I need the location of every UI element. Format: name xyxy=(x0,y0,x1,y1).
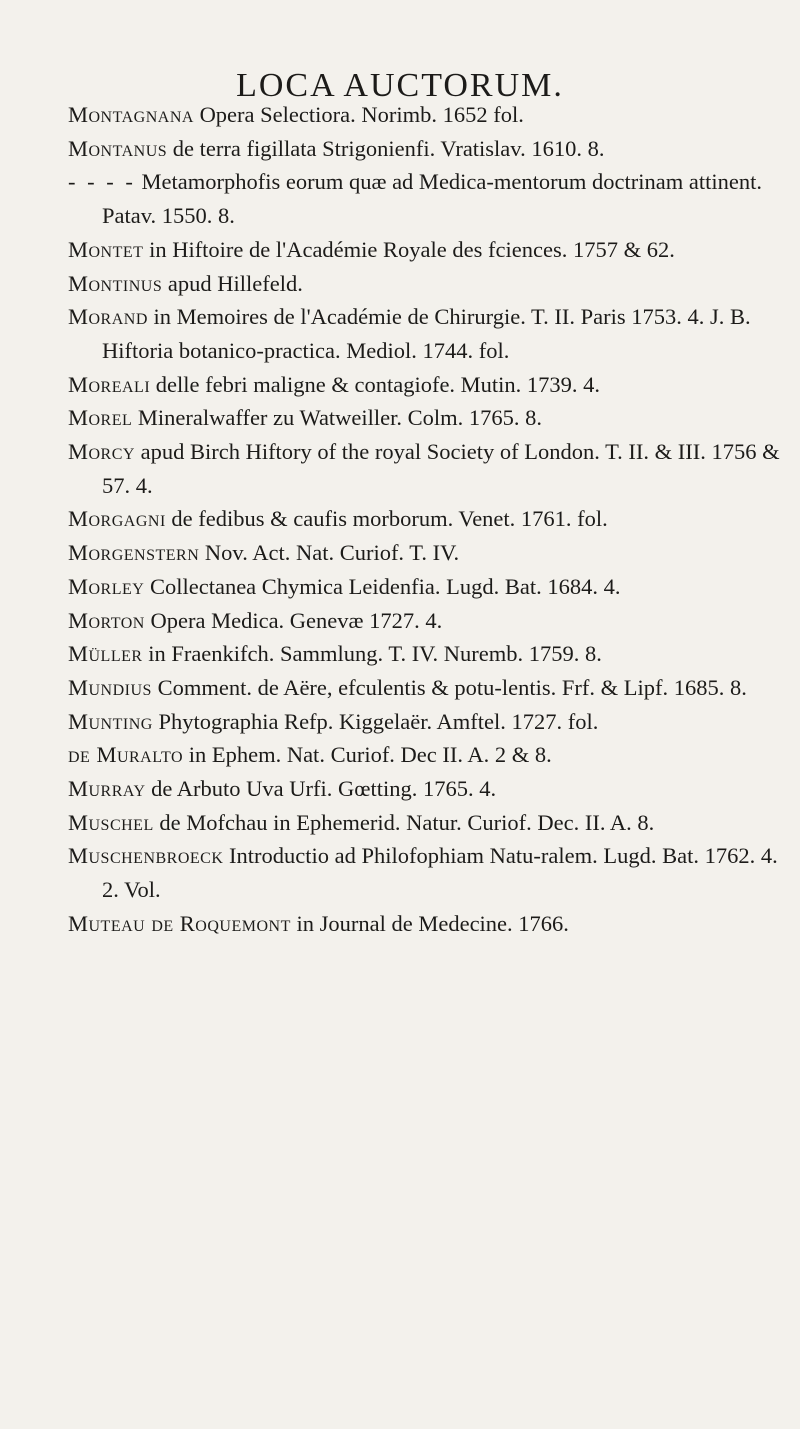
author-index xyxy=(68,98,780,941)
index-entry xyxy=(68,435,780,502)
reference-text: delle febri maligne & contagiofe. Mutin. 1739. 4. xyxy=(150,371,601,397)
index-entry xyxy=(68,604,780,638)
author-name: Mundius xyxy=(68,674,152,700)
index-entry xyxy=(68,806,780,840)
author-name: Morton xyxy=(68,607,145,633)
reference-text: de fedibus & caufis morborum. Venet. 1761. fol. xyxy=(165,506,608,532)
index-entry xyxy=(68,705,780,739)
author-name: Morgenstern xyxy=(68,540,200,566)
reference-text: Opera Selectiora. Norimb. 1652 fol. xyxy=(193,102,524,127)
index-entry xyxy=(68,132,780,166)
reference-text: Introductio ad Philofophiam Natu-ralem. Lugd. Bat. 1762. 4. 2. Vol. xyxy=(102,843,778,903)
index-entry xyxy=(68,536,780,570)
index-entry xyxy=(68,300,780,367)
reference-text: apud Birch Hiftory of the royal Society of London. T. II. & III. 1756 & 57. 4. xyxy=(102,439,780,498)
index-entry xyxy=(68,165,780,232)
index-entry xyxy=(68,570,780,604)
reference-text: Collectanea Chymica Leidenfia. Lugd. Bat. 1684. 4. xyxy=(144,573,621,599)
index-entry xyxy=(68,233,780,267)
author-name: Muschel xyxy=(68,809,154,835)
index-entry xyxy=(68,671,780,705)
reference-text: Nov. Act. Nat. Curiof. T. IV. xyxy=(199,540,460,566)
reference-text: in Ephem. Nat. Curiof. Dec II. A. 2 & 8. xyxy=(183,742,552,768)
reference-text: in Memoires de l'Académie de Chirurgie. T. II. Paris 1753. 4. J. B. Hiftoria botanico-practica. Mediol. 1744. fol. xyxy=(102,304,751,363)
author-name: Montet xyxy=(68,236,144,262)
reference-text: de Mofchau in Ephemerid. Natur. Curiof. Dec. II. A. 8. xyxy=(153,809,655,835)
index-entry xyxy=(68,368,780,402)
author-name: Murray xyxy=(68,776,146,802)
reference-text: de terra figillata Strigonienfi. Vratislav. 1610. 8. xyxy=(167,135,605,161)
author-name: Moreali xyxy=(68,371,151,397)
page-heading: LOCA AUCTORUM. xyxy=(236,66,564,104)
index-entry xyxy=(68,907,780,941)
index-entry xyxy=(68,502,780,536)
author-name: Morand xyxy=(68,304,148,330)
index-entry xyxy=(68,267,780,301)
author-name: Morel xyxy=(68,405,133,431)
index-entry xyxy=(68,401,780,435)
author-name: Morgagni xyxy=(68,506,166,532)
author-name: Munting xyxy=(68,708,153,734)
index-entry xyxy=(68,772,780,806)
index-entry xyxy=(68,738,780,772)
reference-text: in Journal de Medecine. 1766. xyxy=(290,910,569,936)
author-name: Montanus xyxy=(68,135,168,161)
author-name: Muteau de Roquemont xyxy=(68,910,291,936)
author-name: de Muralto xyxy=(68,742,184,768)
reference-text: de Arbuto Uva Urfi. Gœtting. 1765. 4. xyxy=(145,776,497,802)
reference-text: in Hiftoire de l'Académie Royale des fciences. 1757 & 62. xyxy=(143,236,675,262)
index-entry xyxy=(68,637,780,671)
reference-text: Mineralwaffer zu Watweiller. Colm. 1765. 8. xyxy=(132,405,543,431)
author-name: Muschenbroeck xyxy=(68,843,224,869)
index-entry xyxy=(68,839,780,906)
author-name: Müller xyxy=(68,641,143,667)
reference-text: Phytographia Refp. Kiggelaër. Amftel. 1727. fol. xyxy=(152,708,599,734)
reference-text: apud Hillefeld. xyxy=(162,270,303,296)
reference-text: Comment. de Aëre, efculentis & potu-lentis. Frf. & Lipf. 1685. 8. xyxy=(151,674,747,700)
author-name: Montinus xyxy=(68,270,163,296)
reference-text: in Fraenkifch. Sammlung. T. IV. Nuremb. 1759. 8. xyxy=(142,641,602,667)
reference-text: Opera Medica. Genevæ 1727. 4. xyxy=(144,607,443,633)
ditto-dash: - - - - xyxy=(68,169,136,195)
index-entry xyxy=(68,98,780,132)
author-name: Morcy xyxy=(68,439,135,465)
author-name: Montagnana xyxy=(68,102,194,127)
reference-text: Metamorphofis eorum quæ ad Medica-mentorum doctrinam attinent. Patav. 1550. 8. xyxy=(102,169,762,229)
author-name: Morley xyxy=(68,573,145,599)
